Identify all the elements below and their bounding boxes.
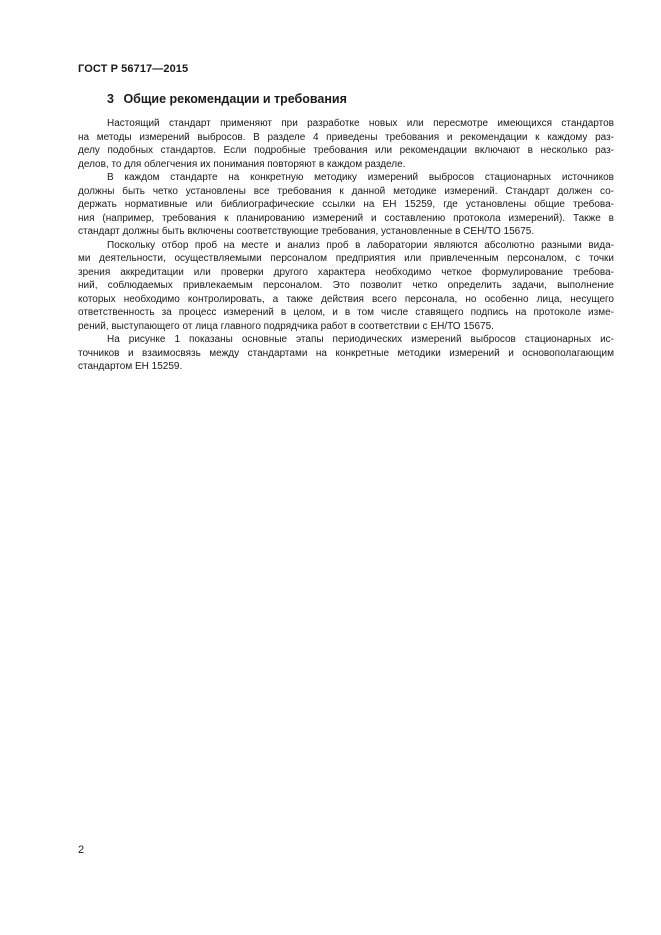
section-heading — [107, 92, 347, 106]
text-line: Поскольку отбор проб на месте и анализ проб в лаборатории являются абсолютно разными вида- — [107, 239, 614, 251]
text-line: рений, выступающего от лица главного подрядчика работ в соответствии с ЕН/ТО 15675. — [78, 320, 494, 332]
paragraph-3 — [78, 239, 614, 334]
text-line: ний, соблюдаемых привлекаемым персоналом. Это позволит четко определить задачи, выполнение — [78, 280, 614, 291]
paragraph-2 — [78, 171, 614, 239]
text-line: держать нормативные или библиографические ссылки на ЕН 15259, где установлены общие требова- — [78, 199, 614, 210]
text-line: на методы измерений выбросов. В разделе 4 приведены требования и рекомендации к каждому раз- — [78, 131, 614, 143]
page-number: 2 — [78, 844, 85, 856]
text-line: делу подобных стандартов. Если подробные требования или рекомендации включают в несколько раз- — [78, 145, 614, 156]
text-line: стандарт должны быть включены соответствующие требования, установленные в CEH/TO 15675. — [78, 226, 535, 237]
text-line: ния (например, требования к планированию измерений и составлению протокола измерений). Также в — [78, 212, 614, 224]
text-line: В каждом стандарте на конкретную методику измерений выбросов стационарных источников — [107, 172, 614, 183]
text-line: должны быть четко установлены все требования к данной методике измерений. Стандарт должен со- — [78, 185, 614, 197]
text-line: ответственность за процесс измерений в целом, и в том числе ставящего подпись на протоколе изме- — [78, 307, 614, 318]
text-line: делов, то для облегчения их понимания повторяют в каждом разделе. — [78, 158, 406, 170]
text-line: Настоящий стандарт применяют при разработке новых или пересмотре имеющихся стандартов — [107, 118, 614, 129]
text-line: зрения аккредитации или проверки другого характера необходимо четкое формулирование требова- — [78, 266, 614, 278]
text-line: точников и взаимосвязь между стандартами на конкретные методики измерений и основополагающим — [78, 347, 614, 359]
text-line: ми деятельности, осуществляемыми персоналом предприятия или привлеченным персоналом, с точки — [78, 253, 614, 264]
section-body — [78, 117, 614, 374]
text-line: которых необходимо контролировать, а также действия всего персонала, но особенно лица, несущего — [78, 293, 614, 305]
text-line: стандартом ЕН 15259. — [78, 361, 183, 372]
section-number: 3 — [107, 92, 114, 106]
paragraph-4 — [78, 333, 614, 374]
standard-id-header: ГОСТ Р 56717—2015 — [78, 63, 189, 75]
paragraph-1 — [78, 117, 614, 171]
text-line: На рисунке 1 показаны основные этапы периодических измерений выбросов стационарных ис- — [107, 334, 614, 345]
section-title: Общие рекомендации и требования — [123, 92, 347, 106]
